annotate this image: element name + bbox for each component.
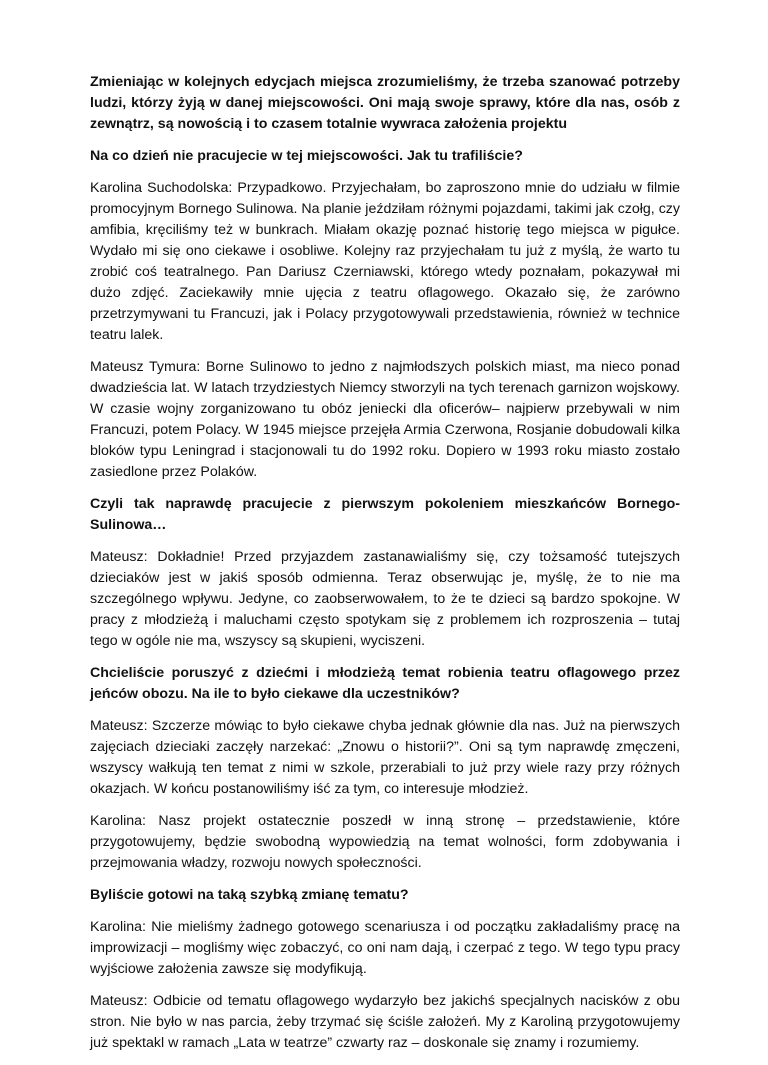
answer-mateusz-4: Mateusz: Odbicie od tematu oflagowego wydarzyło bez jakichś specjalnych nacisków z obu stron. Nie było w nas parcia, żeby trzymać się ściśle założeń. My z Karoliną przygotowujemy już spektakl w ramach „Lata w teatrze” czwarty raz – doskonale się znamy i rozumiemy.: [90, 993, 680, 1051]
answer-mateusz-1: Mateusz Tymura: Borne Sulinowo to jedno z najmłodszych polskich miast, ma nieco ponad dwadzieścia lat. W latach trzydziestych Niemcy stworzyli na tych terenach garnizon wojskowy. W czasie wojny zorganizowano tu obóz jeniecki dla oficerów– najpierw przebywali w nim Francuzi, potem Polacy. W 1945 miejsce przejęła Armia Czerwona, Rosjanie dobudowali kilka bloków typu Leningrad i stacjonowali tu do 1992 roku. Dopiero w 1993 roku miasto zostało zasiedlone przez Polaków.: [90, 359, 680, 480]
answer-mateusz-3: Mateusz: Szczerze mówiąc to było ciekawe chyba jednak głównie dla nas. Już na pierwszych zajęciach dzieciaki zaczęły narzekać: „Znowu o historii?”. Oni są tym naprawdę zmęczeni, wszyscy wałkują ten temat z nimi w szkole, przerabiali to już przy wiele razy przy różnych okazjach. W końcu postanowiliśmy iść za tym, co interesuje młodzież.: [90, 718, 680, 797]
answer-mateusz-2: Mateusz: Dokładnie! Przed przyjazdem zastanawialiśmy się, czy tożsamość tutejszych dzieciaków jest w jakiś sposób odmienna. Teraz obserwując je, myślę, że to nie ma szczególnego wpływu. Jedyne, co zaobserwowałem, to że te dzieci są bardzo spokojne. W pracy z młodzieżą i maluchami często spotykam się z problemem ich rozproszenia – tutaj tego w ogóle nie ma, wszyscy są skupieni, wyciszeni.: [90, 549, 680, 649]
question-2: Czyli tak naprawdę pracujecie z pierwszym pokoleniem mieszkańców Bornego-Sulinowa…: [90, 496, 680, 533]
answer-karolina-4: Karolina: Nie mieliśmy żadnego gotowego scenariusza i od początku zakładaliśmy pracę na improwizacji – mogliśmy więc zobaczyć, co oni nam dają, i czerpać z tego. W tego typu pracy wyjściowe założenia zawsze się modyfikują.: [90, 919, 680, 977]
question-3: Chcieliście poruszyć z dziećmi i młodzieżą temat robienia teatru oflagowego przez jeńców obozu. Na ile to było ciekawe dla uczestników?: [90, 665, 680, 702]
answer-karolina-3: Karolina: Nasz projekt ostatecznie poszedł w inną stronę – przedstawienie, które przygotowujemy, będzie swobodną wypowiedzią na temat wolności, form zdobywania i przejmowania władzy, rozwoju nowych społeczności.: [90, 813, 680, 871]
question-4: Byliście gotowi na taką szybką zmianę tematu?: [90, 887, 409, 903]
question-1: Na co dzień nie pracujecie w tej miejscowości. Jak tu trafiliście?: [90, 148, 523, 164]
document-page: [90, 72, 680, 1065]
intro-lead: Zmieniając w kolejnych edycjach miejsca zrozumieliśmy, że trzeba szanować potrzeby ludzi, którzy żyją w danej miejscowości. Oni mają swoje sprawy, które dla nas, osób z zewnątrz, są nowością i to czasem totalnie wywraca założenia projektu: [90, 74, 680, 132]
answer-karolina-1: Karolina Suchodolska: Przypadkowo. Przyjechałam, bo zaproszono mnie do udziału w filmie promocyjnym Bornego Sulinowa. Na planie jeździłam różnymi pojazdami, takimi jak czołg, czy amfibia, kręciliśmy też w bunkrach. Miałam okazję poznać historię tego miejsca w pigułce. Wydało mi się ono ciekawe i osobliwe. Kolejny raz przyjechałam tu już z myślą, że warto tu zrobić coś teatralnego. Pan Dariusz Czerniawski, którego wtedy poznałam, pokazywał mi dużo zdjęć. Zaciekawiły mnie ujęcia z teatru oflagowego. Okazało się, że zarówno przetrzymywani tu Francuzi, jak i Polacy przygotowywali przedstawienia, również w technice teatru lalek.: [90, 180, 680, 343]
